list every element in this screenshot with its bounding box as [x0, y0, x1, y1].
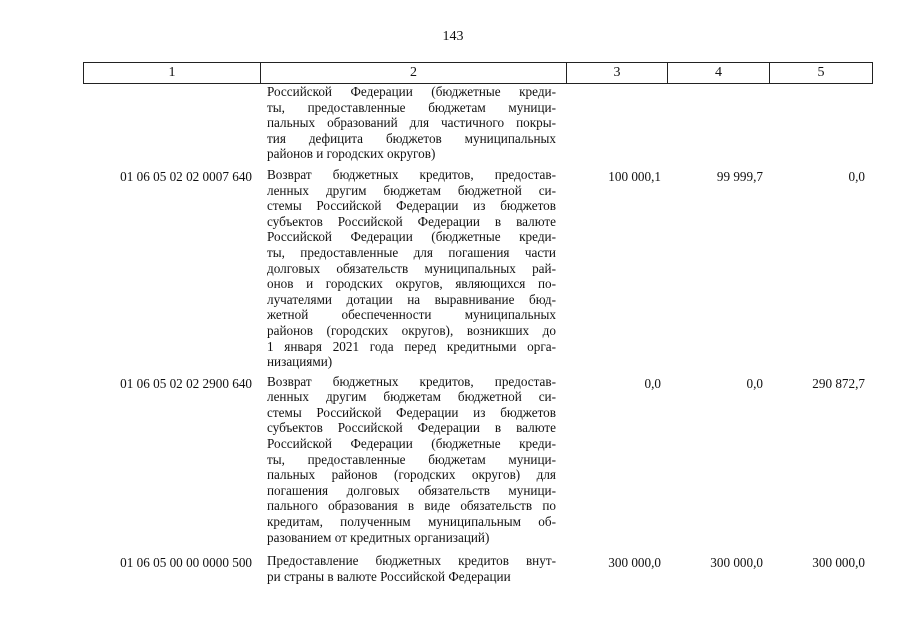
description-line: 1 января 2021 года перед кредитными орга-	[267, 338, 556, 354]
column-header-4: 4	[668, 63, 770, 83]
description-line: стемы Российской Федерации из бюджетов	[267, 198, 556, 214]
row-value-col3: 0,0	[644, 375, 661, 391]
table-row	[83, 553, 871, 584]
table-header	[83, 62, 873, 84]
row-code: 01 06 05 02 02 0007 640	[120, 168, 252, 184]
description-line: пальных образований для частичного покры-	[267, 115, 556, 131]
row-code	[83, 84, 260, 86]
description-line: ты, предоставленные для погашения части	[267, 244, 556, 260]
description-line: разованием от кредитных организаций)	[267, 529, 490, 545]
row-value-col4: 99 999,7	[716, 168, 763, 184]
row-value-col5	[769, 84, 871, 86]
column-header-2: 2	[261, 63, 567, 83]
row-value-col5: 290 872,7	[812, 375, 865, 391]
description-line: низациями)	[267, 354, 333, 370]
description-line: стемы Российской Федерации из бюджетов	[267, 404, 556, 420]
description-line: ленных другим бюджетам бюджетной си-	[267, 389, 556, 405]
description-line: пального образования в виде обязательств по	[267, 498, 556, 514]
table-row	[83, 167, 871, 370]
description-line: Предоставление бюджетных кредитов внут-	[267, 553, 556, 569]
description-line: погашения долговых обязательств муници-	[267, 482, 556, 498]
description-line: пальных районов (городских округов) для	[267, 467, 556, 483]
description-line: ты, предоставленные бюджетам муници-	[267, 99, 556, 115]
column-header-5: 5	[817, 65, 825, 80]
row-code: 01 06 05 02 02 2900 640	[120, 375, 252, 391]
description-line: районов (городских округов), возникших до	[267, 322, 556, 338]
row-value-col5: 0,0	[848, 168, 865, 184]
description-line: Российской Федерации (бюджетные креди-	[267, 84, 556, 99]
row-description	[260, 553, 566, 584]
description-line: долговых обязательств муниципальных рай-	[267, 260, 556, 276]
column-header-1: 1	[84, 63, 261, 83]
column-header-3: 3	[567, 63, 668, 83]
description-line: Возврат бюджетных кредитов, предостав-	[267, 373, 556, 389]
table-row	[83, 84, 871, 162]
row-value-col3	[566, 84, 667, 86]
row-value-col3: 300 000,0	[608, 555, 661, 571]
description-line: субъектов Российской Федерации в валюте	[267, 213, 556, 229]
description-line: ленных другим бюджетам бюджетной си-	[267, 182, 556, 198]
row-code: 01 06 05 00 00 0000 500	[120, 555, 252, 571]
description-line: кредитам, полученным муниципальным об-	[267, 514, 556, 530]
description-line: тия дефицита бюджетов муниципальных	[267, 130, 556, 146]
page-number: 143	[442, 29, 464, 44]
row-description	[260, 374, 566, 546]
description-line: ты, предоставленные бюджетам муници-	[267, 451, 556, 467]
row-value-col4	[667, 84, 769, 86]
description-line: Российской Федерации (бюджетные креди-	[267, 229, 556, 245]
table-row	[83, 374, 871, 546]
description-line: Возврат бюджетных кредитов, предостав-	[267, 166, 556, 182]
description-line: субъектов Российской Федерации в валюте	[267, 420, 556, 436]
row-description	[260, 167, 566, 370]
row-value-col5: 300 000,0	[812, 555, 865, 571]
budget-table	[83, 84, 871, 584]
row-value-col4: 300 000,0	[710, 555, 763, 571]
row-value-col4: 0,0	[746, 375, 763, 391]
row-description	[260, 84, 566, 162]
description-line: онов и городских округов, являющихся по-	[267, 276, 556, 292]
description-line: ри страны в валюте Российской Федерации	[267, 568, 511, 584]
description-line: Российской Федерации (бюджетные креди-	[267, 436, 556, 452]
description-line: лучателями дотации на выравнивание бюд-	[267, 291, 556, 307]
row-value-col3: 100 000,1	[608, 168, 661, 184]
description-line: районов и городских округов)	[267, 146, 436, 162]
description-line: жетной обеспеченности муниципальных	[267, 307, 556, 323]
